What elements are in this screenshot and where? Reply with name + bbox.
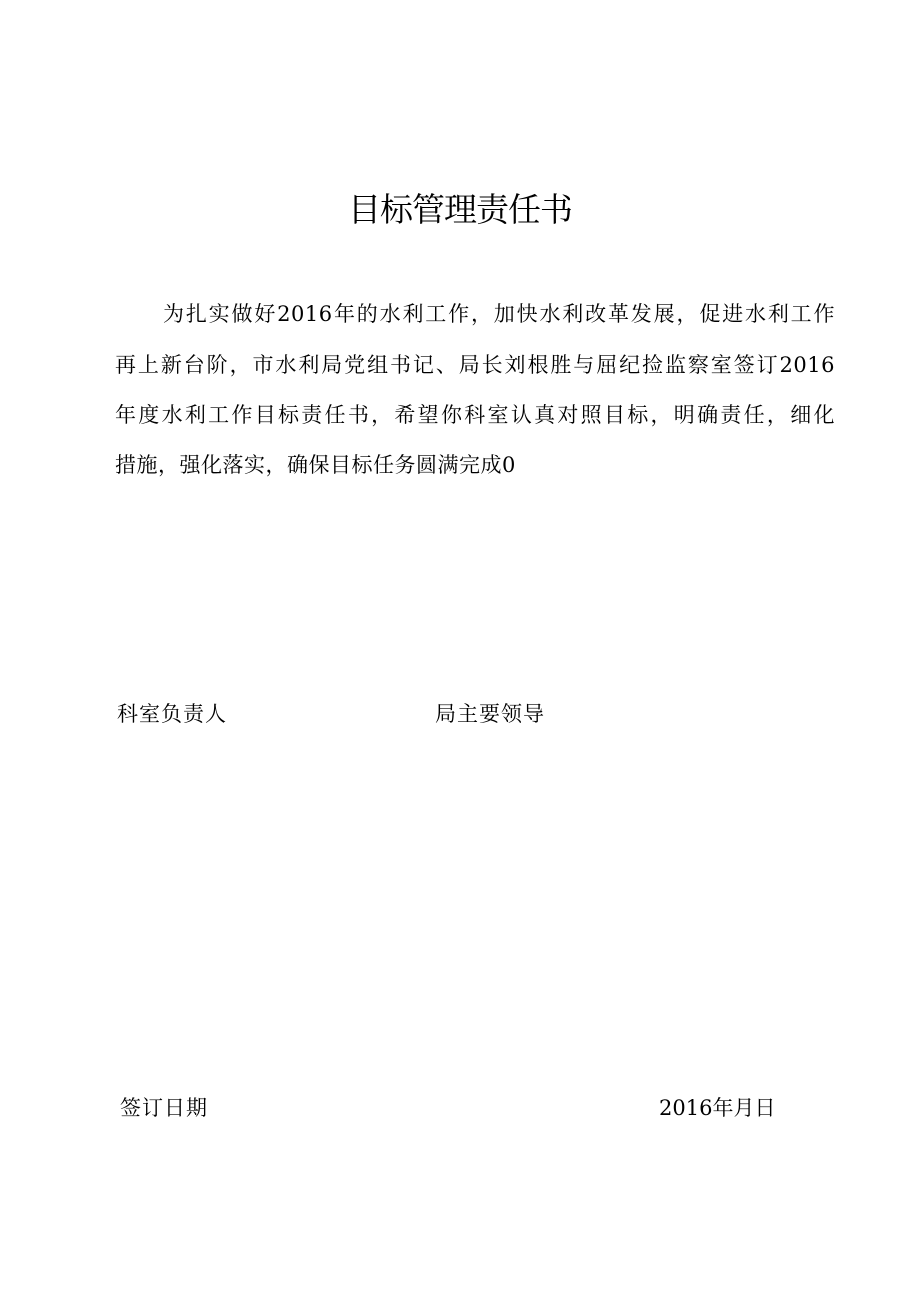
dept-head-signature-label: 科室负责人 <box>117 702 227 726</box>
body-line-3: 年度水利工作目标责任书，希望你科室认真对照目标，明确责任，细化 <box>115 403 835 427</box>
body-line-2: 再上新台阶，市水利局党组书记、局长刘根胜与屈纪捡监察室签订2016 <box>115 353 835 377</box>
signing-date-label: 签订日期 <box>120 1096 208 1120</box>
body-line-4: 措施，强化落实，确保目标任务圆满完成0 <box>115 453 516 477</box>
bureau-leader-signature-label: 局主要领导 <box>435 702 545 726</box>
signing-date-value: 2016年月日 <box>659 1096 776 1120</box>
body-line-1: 为扎实做好2016年的水利工作，加快水利改革发展，促进水利工作 <box>163 302 835 326</box>
document-title: 目标管理责任书 <box>348 190 572 229</box>
